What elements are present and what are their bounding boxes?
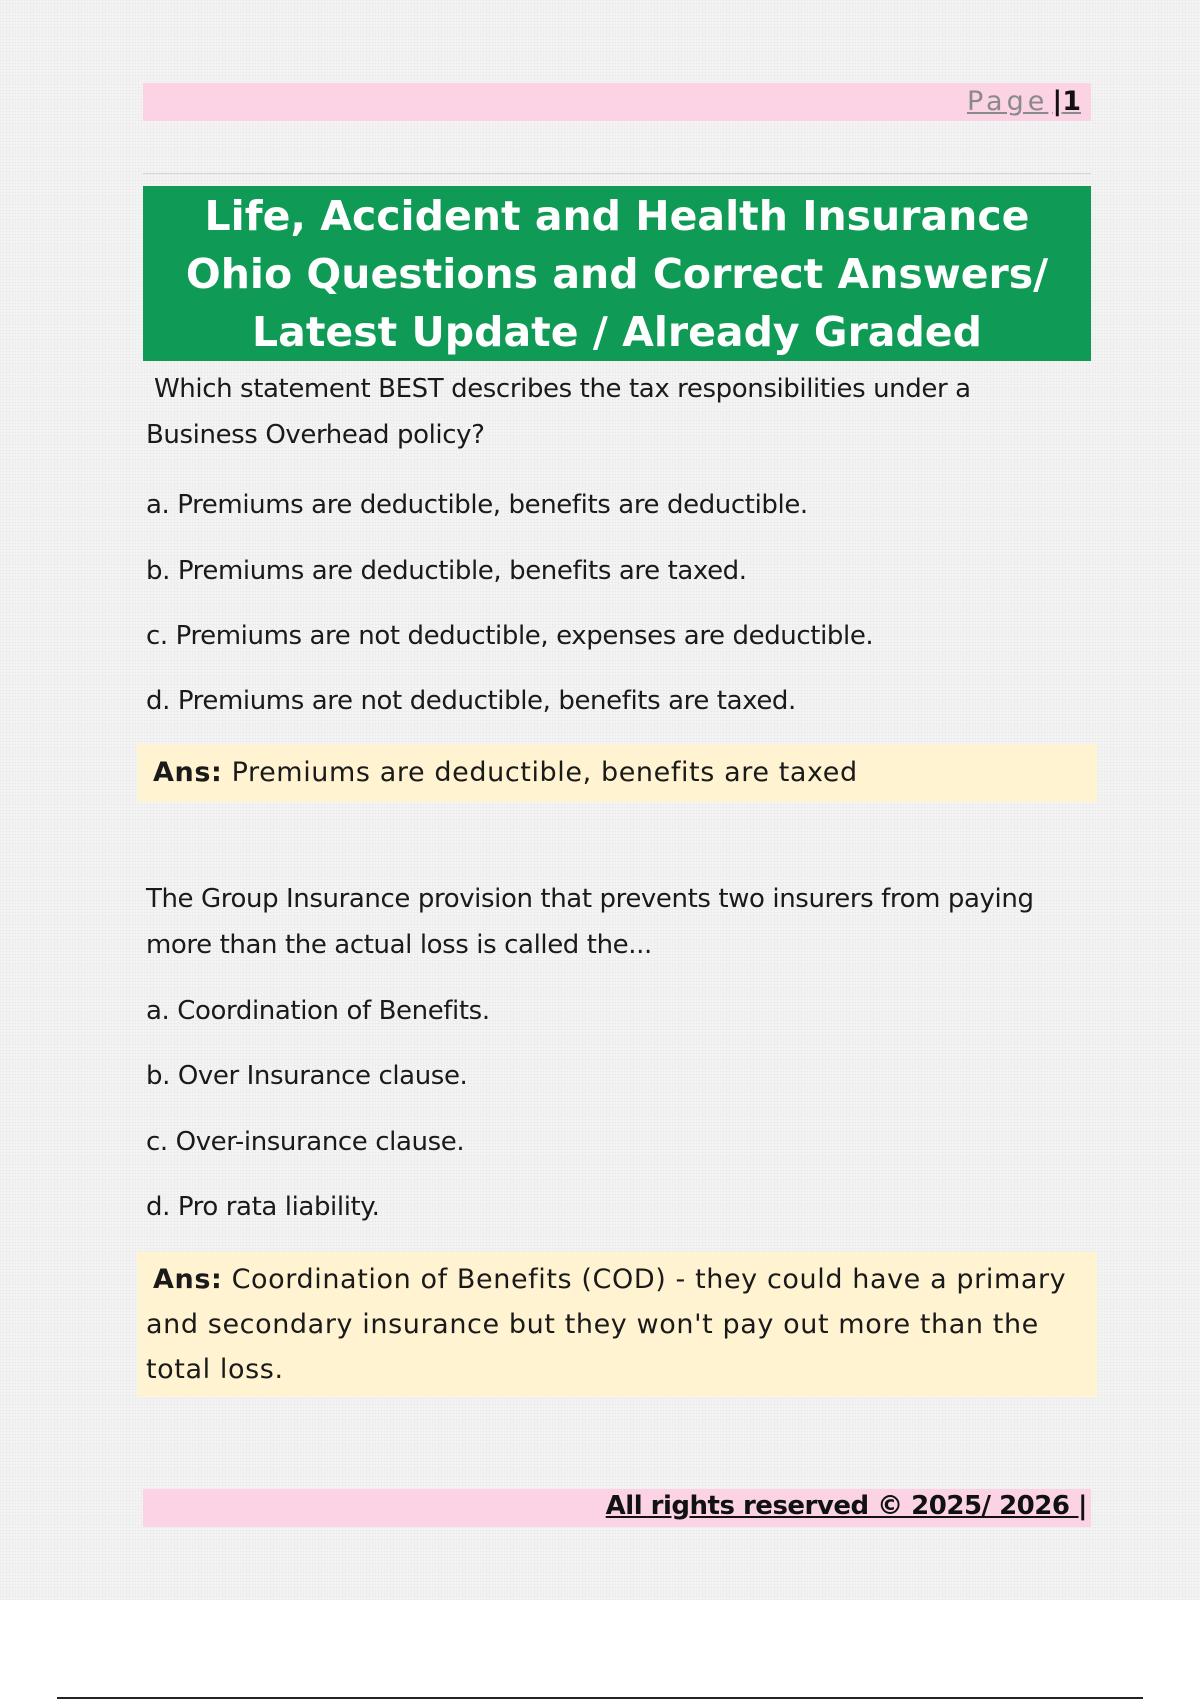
bottom-divider (57, 1697, 1143, 1699)
question-2-option-a: a. Coordination of Benefits. (146, 996, 490, 1026)
question-2-answer-label: Ans: (153, 1264, 223, 1295)
question-1-option-b: b. Premiums are deductible, benefits are taxed. (146, 556, 747, 586)
page-label: Page (966, 86, 1049, 117)
question-2-option-d: d. Pro rata liability. (146, 1192, 380, 1222)
copyright-notice: All rights reserved © 2025/ 2026 | (605, 1491, 1087, 1521)
document-title (143, 186, 1091, 361)
question-2-option-b: b. Over Insurance clause. (146, 1061, 468, 1091)
question-1-option-d: d. Premiums are not deductible, benefits are taxed. (146, 686, 796, 716)
question-1-option-a: a. Premiums are deductible, benefits are deductible. (146, 490, 808, 520)
question-1-text: Which statement BEST describes the tax responsibilities under a Business Overhead policy? (146, 374, 971, 450)
question-2-answer (137, 1252, 1097, 1397)
page-number: 1 (1062, 86, 1081, 117)
page-separator: | (1052, 86, 1063, 117)
page-number-label (967, 86, 1081, 117)
question-1-answer (137, 744, 1097, 802)
question-1-answer-label: Ans: (153, 757, 223, 788)
page-header (143, 83, 1091, 121)
document-title-text: Life, Accident and Health Insurance Ohio Questions and Correct Answers/ Latest Update / Already Graded (185, 191, 1049, 356)
question-1-answer-text: Premiums are deductible, benefits are taxed (231, 757, 858, 788)
question-1-option-c: c. Premiums are not deductible, expenses are deductible. (146, 621, 874, 651)
page-footer (143, 1489, 1091, 1527)
header-divider (143, 173, 1091, 174)
question-2-option-c: c. Over-insurance clause. (146, 1127, 465, 1157)
question-2-answer-text: Coordination of Benefits (COD) - they could have a primary and secondary insurance but they won't pay out more than the total loss. (146, 1264, 1067, 1385)
question-2-text: The Group Insurance provision that prevents two insurers from paying more than the actual loss is called the... (146, 884, 1034, 960)
